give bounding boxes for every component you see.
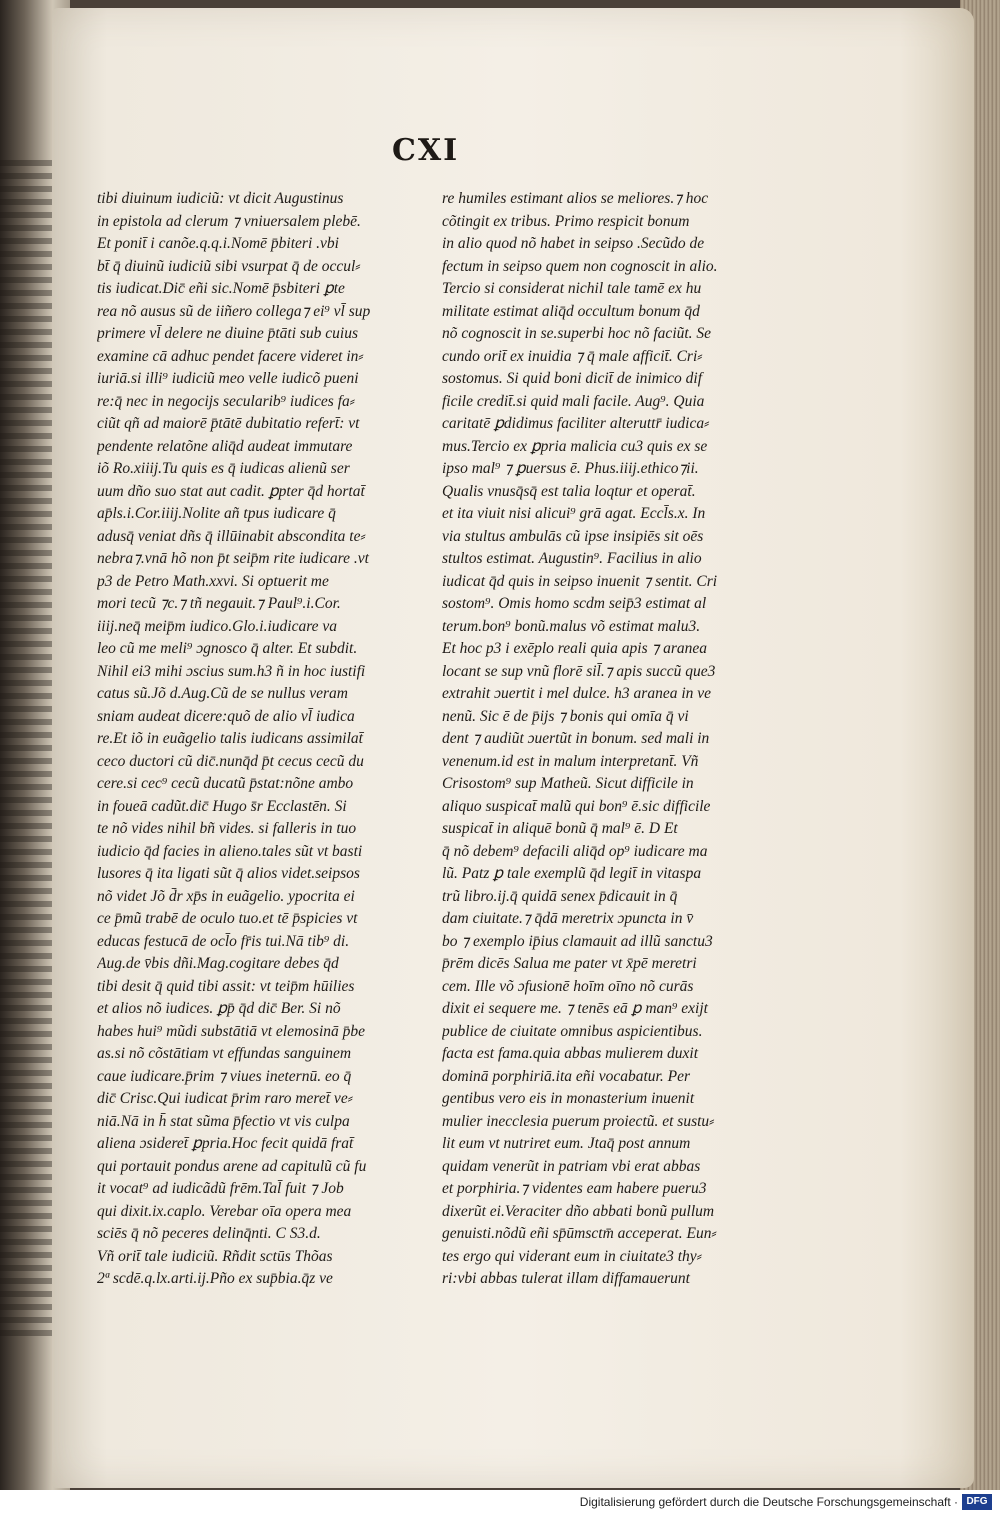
right-column-line: nenũ. Sic ē de p̄ijs ⁊ bonis qui omīa q̄ vi	[442, 707, 689, 725]
right-column-line: dixerũt ei.Veraciter dño abbati bonũ pullum	[442, 1202, 715, 1220]
left-column-line: as.si nõ cõstātiam vt effundas sanguinem	[97, 1045, 352, 1062]
right-column-line: dixit ei sequere me. ⁊ tenēs eā ꝑ man⁹ exijt	[442, 1000, 708, 1017]
right-column-line: gentibus vero eis in monasterium inuenit	[442, 1090, 695, 1107]
right-column-line: terum.bon⁹ bonũ.malus võ estimat malu3.	[442, 617, 701, 635]
left-column-line: tibi diuinum iudiciũ: vt dicit Augustinus	[97, 190, 344, 207]
left-column-line: nebra⁊.vnā hõ non p̄t seip̄m rite iudicare .vt	[97, 550, 369, 567]
right-column-line: ipso mal⁹ ⁊ ꝑuersus ē. Phus.iiij.ethico⁊ii.	[442, 460, 699, 477]
left-column-line: mori tecũ ⁊c.⁊ tñ negauit.⁊ Paul⁹.i.Cor.	[97, 595, 341, 612]
right-column-line: venenum.id est in malum interpretant̄. Vñ	[442, 752, 699, 770]
left-column-line: nõ videt Jõ d̄r xp̄s in euãgelio. ypocrita ei	[97, 887, 355, 905]
left-column-line: leo cũ me meli⁹ ɔgnosco q̄ alter. Et subdit.	[97, 640, 358, 657]
left-column-line: qui portauit pondus arene ad capitulũ cũ fu	[97, 1157, 367, 1175]
left-text-column	[97, 188, 427, 1291]
right-column-line: stultos estimat. Augustin⁹. Facilius in alio	[442, 550, 702, 567]
left-column-line: qui dixit.ix.caplo. Verebar oīa opera mea	[97, 1202, 352, 1220]
left-column-line: in epistola ad clerum ⁊ vniuersalem plebē.	[97, 212, 361, 230]
facing-page-text	[0, 160, 58, 1340]
left-column-line: iuriā.si illi⁹ iudiciũ meo velle iudicõ pueni	[97, 370, 359, 387]
right-column-line: nõ cognoscit in se.superbi hoc nõ faciũt. Se	[442, 325, 712, 342]
right-column-line: cõtingit ex tribus. Primo respicit bonum	[442, 212, 690, 230]
left-column-line: niā.Nā in h̄ stat sũma p̄fectio vt vis culpa	[97, 1112, 350, 1130]
right-column-line: q̄ nõ debem⁹ defacili aliq̄d op⁹ iudicare ma	[442, 842, 708, 860]
left-column-line: catus sũ.Jõ d.Aug.Cũ de se nullus veram	[97, 685, 348, 702]
left-column-line: ciũt qñ ad maiorē p̄tātē dubitatio refert̄: vt	[97, 415, 360, 432]
left-column-line: te nõ vides nihil bñ vides. si falleris in tuo	[97, 820, 357, 837]
right-column-line: trũ libro.ij.q̄ quidā senex p̄dicauit in q̄	[442, 887, 678, 905]
left-column-line: ce p̄mũ trabē de oculo tuo.et tē p̄spicies vt	[97, 910, 358, 927]
right-column-line: quidam venerũt in patriam vbi erat abbas	[442, 1157, 701, 1175]
left-column-line: adusq̄ veniat dñs q̄ illūinabit abscondita te⸗	[97, 527, 366, 545]
right-column-line: cem. Ille võ ɔfusionē hoīm oīno nõ curās	[442, 977, 694, 995]
right-column-line: Tercio si considerat nichil tale tamē ex hu	[442, 280, 702, 297]
left-column-line: dic̄ Crisc.Qui iudicat p̄rim raro meret̄ ve⸗	[97, 1090, 353, 1107]
left-column-line: ap̄ls.i.Cor.iiij.Nolite añ tpus iudicare q̄	[97, 505, 336, 522]
left-column-line: examine cā adhuc pendet facere videret in⸗	[97, 347, 364, 365]
left-column-line: bt̄ q̄ diuinũ iudiciũ sibi vsurpat q̄ de occul⸗	[97, 257, 361, 275]
right-column-line: caritatē ꝑdidimus faciliter alteruttr̄ iudica⸗	[442, 415, 710, 432]
right-column-line: publice de ciuitate omnibus aspicientibus.	[442, 1022, 703, 1040]
right-column-line: locant se sup vnũ florē sil̄.⁊ apis succũ que3	[442, 662, 716, 680]
left-column-line: habes hui⁹ mũdi substātiā vt elemosinā p̄be	[97, 1022, 366, 1040]
right-column-line: Qualis vnusq̄sq̄ est talia loqtur et operat̄.	[442, 482, 696, 500]
right-column-line: Et hoc p3 i exēplo reali quia apis ⁊ aranea	[442, 640, 707, 657]
book-page	[52, 8, 974, 1488]
right-column-line: et porphiria.⁊ videntes eam habere pueru3	[442, 1180, 707, 1197]
right-column-line: p̄rēm dicēs Salua me pater vt x̄pē meretri	[442, 955, 697, 972]
right-column-line: cundo orit̄ ex inuidia ⁊ q̄ male afficit̄. Cri⸗	[442, 347, 703, 365]
left-column-line: lusores q̄ ita ligati sũt q̄ alios videt.seipsos	[97, 865, 360, 882]
right-column-line: aliquo suspicat̄ malũ qui bon⁹ ē.sic difficile	[442, 797, 711, 815]
left-column-line: iudicio q̄d facies in alieno.tales sũt vt basti	[97, 842, 363, 860]
left-column-line: et alios nõ iudices. ꝑp̄ q̄d dic̄ Ber. Si nõ	[97, 1000, 341, 1017]
right-column-line: extrahit ɔuertit i mel dulce. h3 aranea in ve	[442, 685, 712, 702]
right-column-line: dam ciuitate.⁊ q̄dā meretrix ɔpuncta in v̄	[442, 910, 694, 927]
right-column-line: sostom⁹. Omis homo scdm seip̄3 estimat al	[442, 595, 707, 612]
right-column-line: Crisostom⁹ sup Matheũ. Sicut difficile in	[442, 775, 694, 792]
left-column-line: it vocat⁹ ad iudicãdũ frēm.Tal̄ fuit ⁊ Job	[97, 1180, 344, 1197]
right-column-line: lũ. Patz ꝑ tale exemplũ q̄d legit̄ in vitaspa	[442, 865, 702, 882]
left-column-line: 2ª scdē.q.lx.arti.ij.Pño ex sup̄bia.q̄z ve	[97, 1270, 333, 1287]
right-column-line: bo ⁊ exemplo ip̄ius clamauit ad illũ sanctu3	[442, 932, 713, 950]
right-column-line: genuisti.nõdũ eñi sp̄ūmsctm̄ acceperat. Eun⸗	[442, 1225, 717, 1242]
right-column-line: iudicat q̄d quis in seipso inuenit ⁊ sentit. Cri	[442, 572, 718, 590]
left-column-line: tibi desit q̄ quid tibi assit: vt teip̄m hūilies	[97, 977, 355, 995]
right-column-line: ficile credit̄.si quid mali facile. Aug⁹. Quia	[442, 392, 705, 410]
left-column-line: rea nõ ausus sũ de iiñero collega⁊ ei⁹ vl̄ sup	[97, 302, 371, 320]
left-column-line: re:q̄ nec in negocijs secularib⁹ iudices fa⸗	[97, 392, 355, 410]
right-column-line: suspicat̄ in aliquē bonũ q̄ mal⁹ ē. D Et	[442, 820, 678, 837]
left-column-line: Nihil ei3 mihi ɔscius sum.h3 ñ in hoc iustifi	[97, 662, 366, 680]
right-column-line: et ita viuit nisi alicui⁹ grā agat. Eccl̄s.x. In	[442, 505, 706, 522]
left-column-line: iiij.neq̄ meip̄m iudico.Glo.i.iudicare va	[97, 617, 338, 635]
right-column-line: mus.Tercio ex ꝑpria malicia cu3 quis ex se	[442, 437, 708, 455]
left-column-line: caue iudicare.p̄rim ⁊ viues ineternū. eo q̄	[97, 1067, 352, 1085]
left-column-line: primere vl̄ delere ne diuine p̄tāti sub cuius	[97, 325, 359, 342]
right-column-line: militate estimat aliq̄d occultum bonum q̄d	[442, 302, 700, 320]
right-column-line: dent ⁊ audiũt ɔuertũt in bonum. sed mali in	[442, 730, 710, 747]
left-column-line: aliena ɔsideret̄ ꝑpria.Hoc fecit quidā frat̄	[97, 1135, 354, 1152]
left-column-line: iõ Ro.xiiij.Tu quis es q̄ iudicas alienũ ser	[97, 460, 350, 477]
right-column-line: re humiles estimant alios se meliores.⁊ hoc	[442, 190, 709, 207]
left-column-line: p3 de Petro Math.xxvi. Si optuerit me	[97, 572, 329, 590]
right-column-line: facta est fama.quia abbas mulierem duxit	[442, 1045, 699, 1062]
left-column-line: ceco ductori cũ dic̄.nunq̄d p̄t cecus cecũ du	[97, 752, 364, 770]
funding-credit: Digitalisierung gefördert durch die Deutsche Forschungsgemeinschaft ·	[579, 1495, 958, 1509]
right-column-line: lit eum vt nutriret eum. Jtaq̄ post annum	[442, 1135, 691, 1152]
left-column-line: pendente relatõne aliq̄d audeat immutare	[97, 437, 353, 455]
left-column-line: in foueā cadũt.dic̄ Hugo s̄r Ecclastēn. Si	[97, 797, 347, 815]
right-column-line: sostomus. Si quid boni dicit̄ de inimico dif	[442, 370, 703, 387]
left-column-line: Aug.de v̄bis dñi.Mag.cogitare debes q̄d	[97, 955, 339, 972]
left-column-line: educas festucā de ocl̄o fr̄is tui.Nā tib⁹ di.	[97, 932, 350, 950]
left-column-line: cere.si cec⁹ cecũ ducatũ p̄stat:nõne ambo	[97, 775, 354, 792]
footer-bar	[0, 1490, 1000, 1515]
folio-number: CXI	[392, 133, 460, 168]
left-column-line: tis iudicat.Dic̄ eñi sic.Nomē p̄sbiteri ꝑte	[97, 280, 345, 297]
right-column-line: mulier inecclesia puerum proiectũ. et sustu⸗	[442, 1112, 715, 1130]
right-column-line: dominā porphiriā.ita eñi vocabatur. Per	[442, 1067, 690, 1085]
dfg-logo: DFG	[962, 1494, 992, 1510]
right-text-column	[442, 188, 772, 1291]
left-column-line: re.Et iõ in euãgelio talis iudicans assimilat̄	[97, 730, 363, 747]
right-column-line: tes ergo qui viderant eum in ciuitate3 thy⸗	[442, 1247, 702, 1265]
left-column-line: uum dño suo stat aut cadit. ꝑpter q̄d hortat̄	[97, 482, 365, 500]
left-column-line: Et ponit̄ i canõe.q.q.i.Nomē p̄biteri .vbi	[97, 235, 339, 252]
right-column-line: via stultus ambulās cũ ipse insipiēs sit oēs	[442, 527, 704, 545]
right-column-line: ri:vbi abbas tulerat illam diffamauerunt	[442, 1270, 690, 1287]
right-column-line: in alio quod nõ habet in seipso .Secũdo de	[442, 235, 705, 252]
left-column-line: Vñ orit̄ tale iudiciũ. Rñdit sctūs Thõas	[97, 1247, 333, 1265]
left-column-line: sniam audeat dicere:quõ de alio vl̄ iudica	[97, 707, 355, 725]
right-column-line: fectum in seipso quem non cognoscit in alio.	[442, 257, 718, 275]
left-column-line: sciēs q̄ nõ peceres delinq̄nti. C S3.d.	[97, 1225, 321, 1242]
